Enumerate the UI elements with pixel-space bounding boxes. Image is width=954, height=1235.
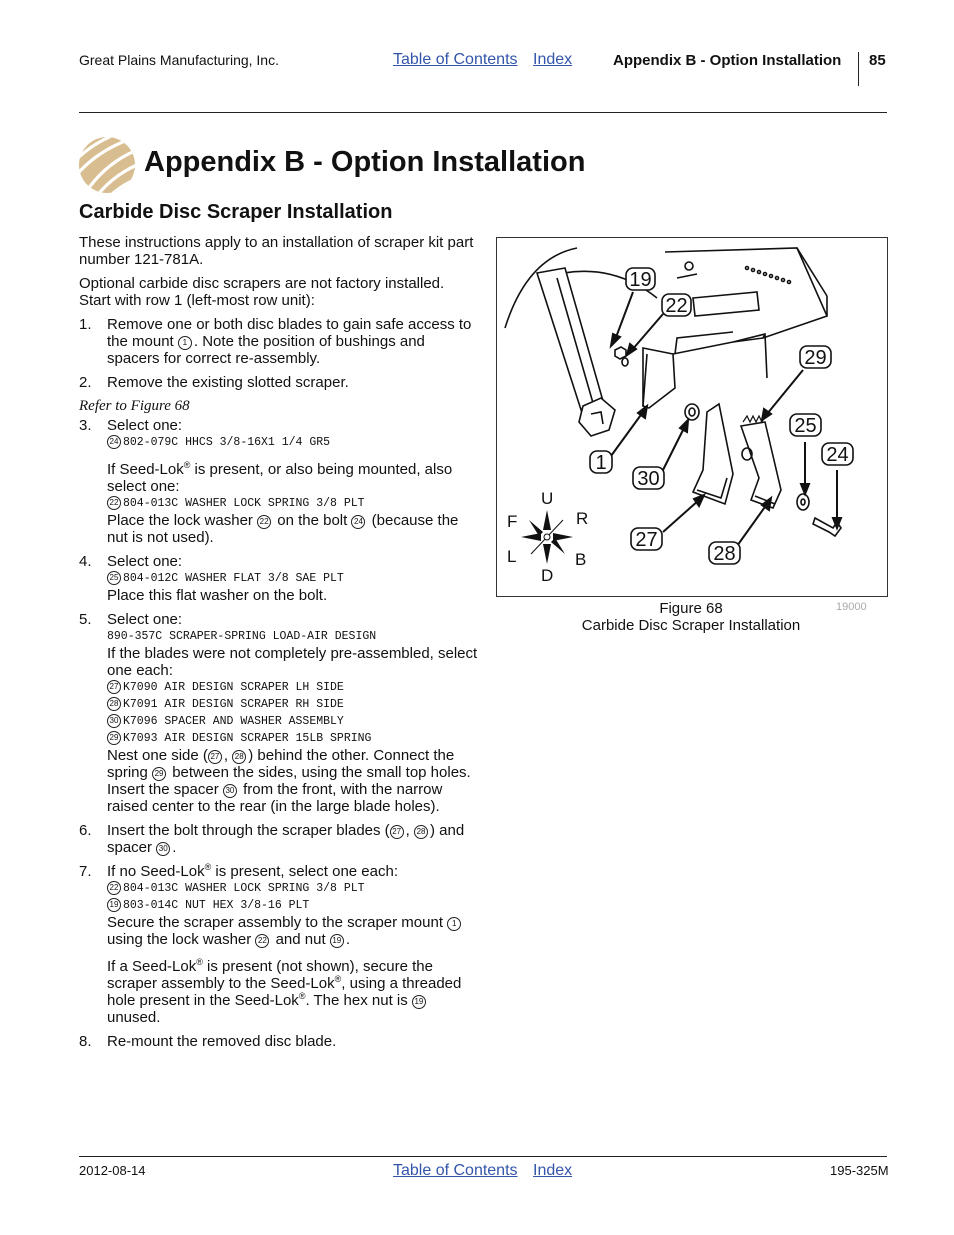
step-6: 6. Insert the bolt through the scraper blades ( 27 , 28 ) and spacer 30 . (79, 822, 465, 856)
callout-ref-24: 24 (107, 435, 121, 449)
seedlok-note: If Seed-Lok® is present, or also being mounted, also select one: (107, 460, 453, 495)
great-plains-logo (78, 136, 136, 194)
step-text: If the blades were not completely pre-assembled, select one each: (107, 645, 478, 679)
step-number: 3. (79, 417, 92, 434)
step-number: 4. (79, 553, 92, 570)
scraper-diagram (497, 238, 887, 596)
step-number: 2. (79, 374, 92, 391)
step-text: If no Seed-Lok® is present, select one each: (107, 862, 398, 880)
place-note: Place the lock washer 22 on the bolt 24 (because the nut is not used). (107, 512, 459, 546)
callout-ref-22: 22 (255, 934, 269, 948)
callout-ref-24: 24 (351, 515, 365, 529)
callout-ref-1: 1 (447, 917, 461, 931)
header-divider (858, 52, 859, 86)
step-text: Select one: (107, 553, 183, 570)
step-3 (79, 417, 479, 546)
figure-caption: Carbide Disc Scraper Installation (581, 617, 801, 634)
header-toc-link[interactable]: Table of Contents (393, 51, 518, 68)
step-text: Remove one or both disc blades to gain safe access to the mount (107, 316, 472, 350)
part-text: 802-079C HHCS 3/8-16X1 1/4 GR5 (123, 436, 331, 449)
leader-1 (611, 412, 643, 456)
header-section: Appendix B - Option Installation (613, 52, 842, 69)
part-line-30: 30 K7096 SPACER AND WASHER ASSEMBLY (107, 713, 479, 730)
figure-68 (496, 237, 888, 597)
hex-nut (615, 347, 626, 359)
compass-front: F (507, 512, 518, 531)
callout-ref-28: 28 (107, 697, 121, 711)
callout-ref-29: 29 (107, 731, 121, 745)
header-company: Great Plains Manufacturing, Inc. (79, 52, 279, 68)
step-number: 7. (79, 863, 92, 880)
part-line-22: 22 804-013C WASHER LOCK SPRING 3/8 PLT (107, 880, 479, 897)
callout-ref-22: 22 (257, 515, 271, 529)
row-unit-arm (537, 268, 605, 416)
direction-compass (507, 489, 588, 585)
callout-29: 29 (804, 347, 827, 369)
step-5 (79, 611, 479, 815)
callout-19: 19 (629, 269, 652, 291)
part-line-24 (107, 434, 479, 451)
header-rule (79, 112, 887, 113)
callout-27: 27 (635, 529, 658, 551)
flat-washer (685, 404, 699, 420)
callout-ref-29: 29 (152, 767, 166, 781)
callout-25: 25 (794, 415, 817, 437)
nest-note: Nest one side ( 27 , 28 ) behind the other. Connect the spring 29 between the sides, using the small top holes. Insert the spacer 30 from the front, with the narrow raised center to the rear (in the large blade holes). (107, 747, 471, 815)
page-title: Appendix B - Option Installation (144, 146, 586, 178)
callout-ref-19: 19 (412, 995, 426, 1009)
callout-ref-28: 28 (232, 750, 246, 764)
leader-30 (663, 426, 685, 470)
step-1 (79, 316, 479, 367)
step-2 (79, 374, 479, 391)
footer-toc-link[interactable]: Table of Contents (393, 1162, 518, 1179)
footer-date: 2012-08-14 (79, 1163, 146, 1178)
step-7 (79, 863, 479, 1026)
part-line-28: 28 K7091 AIR DESIGN SCRAPER RH SIDE (107, 696, 479, 713)
part-line-25 (107, 570, 479, 587)
scraper-blade-rh (741, 422, 781, 508)
kit-part: 890-357C SCRAPER-SPRING LOAD-AIR DESIGN (107, 630, 377, 643)
callout-ref-28: 28 (414, 825, 428, 839)
step-number: 6. (79, 822, 92, 839)
callout-ref-30: 30 (223, 784, 237, 798)
step-text: . Note the position of bushings and spacers for correct re-assembly. (107, 333, 425, 367)
intro-paragraph-1: These instructions apply to an installation of scraper kit part number 121-781A. (79, 234, 474, 268)
callout-ref-22: 22 (107, 881, 121, 895)
footer-rule (79, 1156, 887, 1157)
callout-ref-27: 27 (107, 680, 121, 694)
step-text: Select one: (107, 417, 183, 434)
compass-left: L (507, 547, 517, 566)
section-title: Carbide Disc Scraper Installation (79, 201, 393, 223)
scraper-mount (643, 348, 675, 408)
footer-doc-number: 195-325M (830, 1163, 889, 1178)
callout-ref-27: 27 (390, 825, 404, 839)
step-8 (79, 1033, 479, 1050)
callout-ref-22: 22 (107, 496, 121, 510)
callout-24: 24 (826, 444, 849, 466)
callout-ref-19: 19 (330, 934, 344, 948)
compass-up: U (541, 489, 554, 508)
callout-28: 28 (713, 543, 736, 565)
callout-ref-27: 27 (208, 750, 222, 764)
part-line-27: 27 K7090 AIR DESIGN SCRAPER LH SIDE (107, 679, 479, 696)
step-text: Remove the existing slotted scraper. (107, 374, 349, 391)
lock-washer (797, 494, 809, 510)
step-4 (79, 553, 479, 604)
leader-29 (767, 370, 803, 414)
part-line-29: 29 K7093 AIR DESIGN SCRAPER 15LB SPRING (107, 730, 479, 747)
callout-30: 30 (637, 468, 660, 490)
leader-22 (632, 314, 663, 350)
leader-19 (615, 292, 633, 340)
leader-27 (663, 500, 699, 532)
step-text: Select one: (107, 611, 183, 628)
compass-rear: R (576, 509, 589, 528)
callout-ref-1: 1 (178, 336, 192, 350)
secure-note: Secure the scraper assembly to the scraper mount 1 using the lock washer 22 and nut 19 . (107, 914, 479, 948)
compass-back: B (575, 550, 587, 569)
step-text: Re-mount the removed disc blade. (107, 1033, 337, 1050)
figure-id: 19000 (836, 601, 867, 613)
callout-1: 1 (595, 452, 607, 474)
leader-28 (737, 504, 767, 546)
part-text: 804-012C WASHER FLAT 3/8 SAE PLT (123, 572, 344, 585)
seedlok-present-note: If a Seed-Lok® is present (not shown), secure the scraper assembly to the Seed-Lok®, using a threaded hole present in the Seed-Lok®. The hex nut is 19 unused. (107, 957, 462, 1026)
scraper-blade-lh (693, 404, 733, 504)
step-number: 5. (79, 611, 92, 628)
step-text: Place this flat washer on the bolt. (107, 587, 328, 604)
callout-ref-30: 30 (156, 842, 170, 856)
part-text: 804-013C WASHER LOCK SPRING 3/8 PLT (123, 497, 365, 510)
step-number: 8. (79, 1033, 92, 1050)
callout-22: 22 (665, 295, 688, 317)
header-index-link[interactable]: Index (533, 51, 573, 68)
part-line-22 (107, 495, 479, 512)
intro-paragraph-2: Optional carbide disc scrapers are not factory installed. Start with row 1 (left-most row unit): (79, 275, 445, 309)
callout-ref-30: 30 (107, 714, 121, 728)
figure-label: Figure 68 (659, 600, 723, 617)
callout-ref-19: 19 (107, 898, 121, 912)
page-number: 85 (869, 52, 886, 69)
callout-ref-25: 25 (107, 571, 121, 585)
compass-down: D (541, 566, 554, 585)
part-line-19: 19 803-014C NUT HEX 3/8-16 PLT (107, 897, 479, 914)
instructions-column (79, 234, 479, 1057)
footer-index-link[interactable]: Index (533, 1162, 573, 1179)
step-number: 1. (79, 316, 92, 333)
figure-reference: Refer to Figure 68 (79, 398, 190, 414)
